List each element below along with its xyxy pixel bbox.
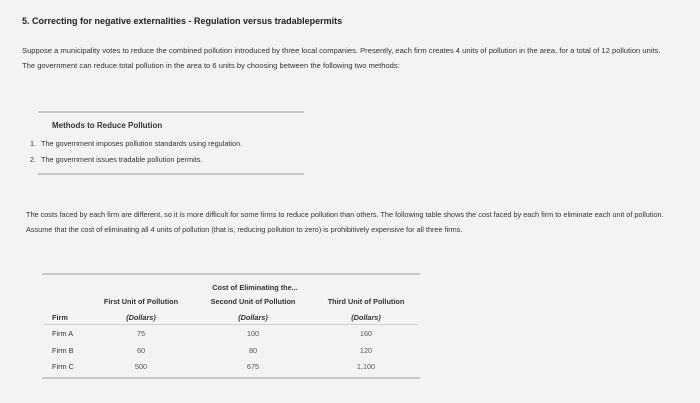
method-item — [30, 139, 242, 155]
firm-b-second-cost: 80 — [248, 346, 258, 355]
firm-b-third-cost: 120 — [359, 346, 373, 355]
table-header-divider — [44, 324, 418, 325]
column-header-first: First Unit of Pollution — [103, 297, 179, 306]
methods-list — [30, 139, 242, 171]
column-unit-first: (Dollars) — [126, 313, 156, 322]
column-unit-second: (Dollars) — [238, 313, 268, 322]
costs-paragraph: The costs faced by each firm are different, so it is more difficult for some firms to reduce pollution than others. The following table shows the cost faced by each firm to eliminate each unit of pollution. Assume that the cost of eliminating all 4 units of pollution (that is, reducing pollution to zero) is prohibitively expensive for all three firms. — [26, 210, 664, 234]
firm-a-label: Firm A — [52, 329, 74, 338]
table-bottom-divider — [42, 377, 420, 379]
table-group-header: Cost of Eliminating the... — [212, 283, 298, 292]
method-number: 1. — [30, 139, 37, 148]
firm-a-second-cost: 100 — [246, 329, 260, 338]
column-header-second: Second Unit of Pollution — [210, 297, 296, 306]
firm-c-second-cost: 675 — [246, 362, 260, 371]
firm-c-label: Firm C — [52, 362, 74, 371]
methods-heading: Methods to Reduce Pollution — [52, 121, 163, 130]
firm-c-third-cost: 1,100 — [356, 362, 376, 371]
column-header-firm: Firm — [52, 313, 68, 322]
firm-b-label: Firm B — [52, 346, 74, 355]
table-top-divider — [42, 273, 420, 275]
column-unit-third: (Dollars) — [351, 313, 381, 322]
firm-a-third-cost: 160 — [359, 329, 373, 338]
intro-paragraph: Suppose a municipality votes to reduce the combined pollution introduced by three local companies. Presently, each firm creates 4 units of pollution in the area, for a total of 12 pollution units. The government can reduce total pollution in the area to 6 units by choosing between the following two methods: — [22, 46, 661, 70]
firm-c-first-cost: 500 — [134, 362, 148, 371]
firm-b-first-cost: 60 — [136, 346, 146, 355]
firm-a-first-cost: 75 — [136, 329, 146, 338]
method-number: 2. — [30, 155, 37, 164]
question-title: 5. Correcting for negative externalities - Regulation versus tradablepermits — [22, 16, 343, 26]
method-text: The government imposes pollution standards using regulation. — [41, 139, 243, 148]
column-header-third: Third Unit of Pollution — [327, 297, 405, 306]
method-text: The government issues tradable pollution permits. — [41, 155, 203, 164]
methods-bottom-divider — [38, 173, 304, 175]
methods-top-divider — [38, 111, 304, 113]
method-item — [30, 155, 242, 171]
